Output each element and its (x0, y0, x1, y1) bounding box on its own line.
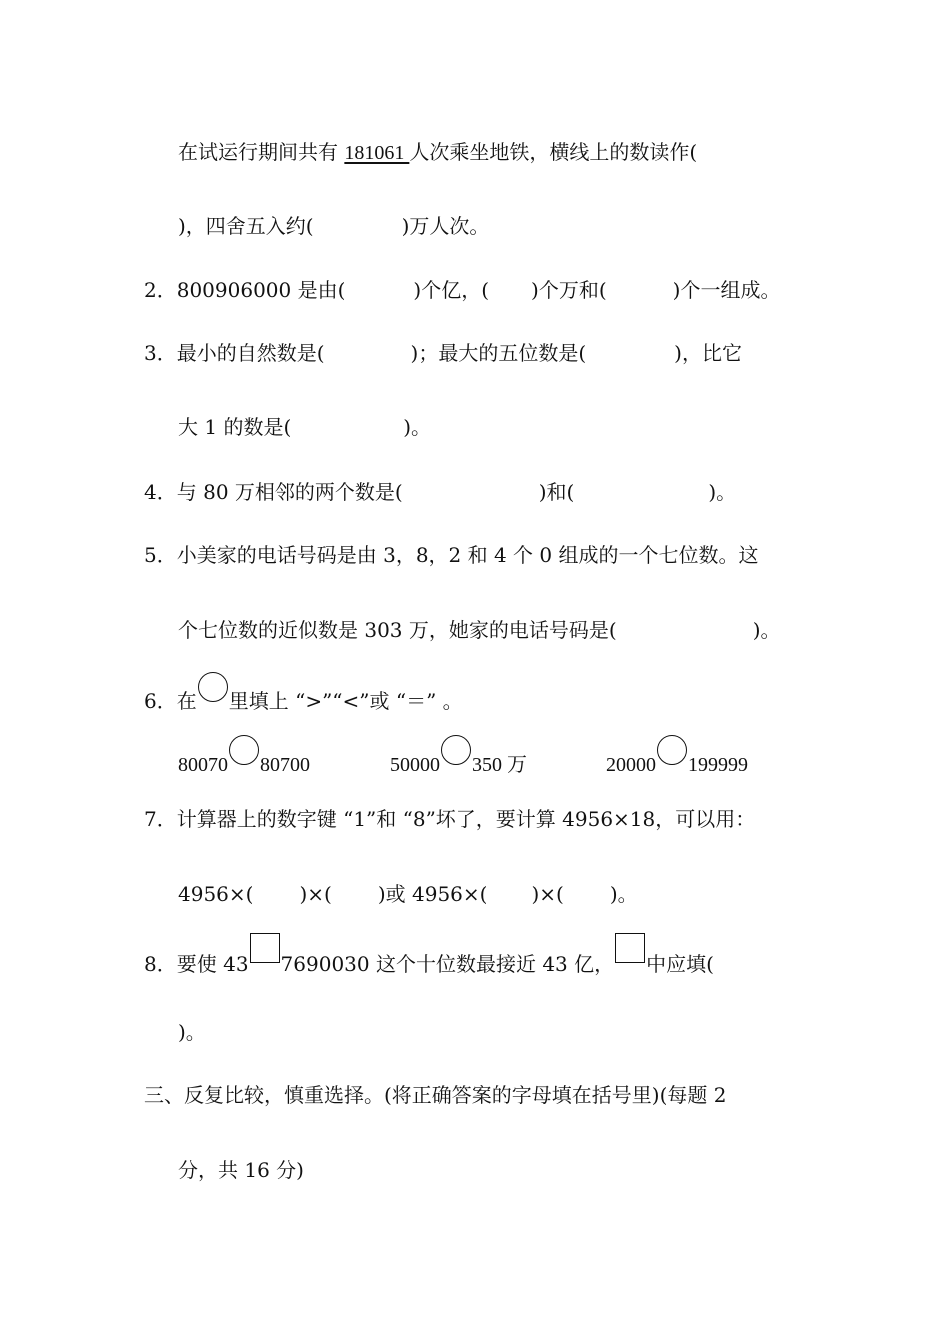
q8-number: 8． (144, 952, 177, 976)
section-3-heading-cont (178, 1158, 304, 1182)
q1-text-b: 人次乘坐地铁，横线上的数读作( (409, 140, 698, 164)
q7-text-c: )×( (299, 882, 332, 906)
q8-text-b: 7690030 这个十位数最接近 43 亿， (280, 952, 615, 976)
q3-text-d: 大 1 的数是( (178, 415, 292, 439)
answer-circle-1[interactable] (229, 735, 259, 765)
q6-line1 (144, 682, 463, 713)
compare-circle-icon (198, 672, 228, 702)
answer-box[interactable] (250, 933, 280, 963)
q3-text-a: 最小的自然数是( (176, 341, 325, 365)
q6-pair-1 (178, 745, 310, 777)
q7-text-e: )×( (531, 882, 564, 906)
q7-line1 (144, 807, 755, 831)
answer-circle-3[interactable] (657, 735, 687, 765)
q8-line1 (144, 945, 714, 976)
q2-text-b: )个亿，( (413, 278, 490, 302)
q6-pair3-right: 199999 (688, 754, 748, 776)
q3-line1 (144, 341, 742, 365)
q4-number: 4． (144, 480, 177, 504)
q8-text-d: )。 (178, 1020, 206, 1044)
q5-text-b: 个七位数的近似数是 303 万，她家的电话号码是( (178, 618, 617, 642)
q3-number: 3． (144, 341, 177, 365)
q6-pair2-left: 50000 (390, 754, 440, 776)
q7-text-d: )或 4956×( (377, 882, 488, 906)
q6-pair1-right: 80700 (260, 754, 310, 776)
q6-text-b: 里填上 “>”“<”或 “＝” 。 (228, 689, 463, 713)
q5-number: 5． (144, 543, 177, 567)
q1-number-underlined: 181061 (344, 142, 410, 164)
q7-number: 7． (144, 807, 177, 831)
section-3-heading (144, 1083, 727, 1107)
q3-text-e: )。 (403, 415, 432, 439)
q8-text-c: 中应填( (646, 952, 714, 976)
q6-pair-3 (606, 745, 748, 777)
q1-line1 (178, 140, 697, 165)
q8-text-a: 要使 43 (176, 952, 249, 976)
q1-text-c: )，四舍五入约( (178, 214, 314, 238)
q5-text-c: )。 (752, 618, 781, 642)
section3-text-a: 三、反复比较，慎重选择。(将正确答案的字母填在括号里)(每题 2 (144, 1083, 727, 1107)
q6-pair2-right: 350 万 (472, 754, 527, 776)
section3-text-b: 分，共 16 分) (178, 1158, 304, 1182)
q7-text-a: 计算器上的数字键 “1”和 “8”坏了，要计算 4956×18，可以用： (176, 807, 756, 831)
q5-text-a: 小美家的电话号码是由 3，8，2 和 4 个 0 组成的一个七位数。这 (176, 543, 759, 567)
q5-line2 (178, 618, 781, 642)
q6-number: 6． (144, 689, 177, 713)
q3-line2 (178, 415, 431, 439)
q4-line (144, 480, 736, 504)
q7-text-f: )。 (609, 882, 638, 906)
q2-line (144, 278, 780, 302)
q1-text-d: )万人次。 (401, 214, 490, 238)
q5-line1 (144, 543, 759, 567)
q6-pair3-left: 20000 (606, 754, 656, 776)
q2-number: 2． (144, 278, 177, 302)
q2-text-d: )个一组成。 (672, 278, 781, 302)
q7-text-b: 4956×( (178, 882, 254, 906)
q4-text-c: )。 (708, 480, 737, 504)
q7-line2 (178, 882, 638, 906)
q8-line2 (178, 1020, 206, 1044)
q3-text-b: )；最大的五位数是( (410, 341, 587, 365)
q4-text-a: 与 80 万相邻的两个数是( (176, 480, 403, 504)
q3-text-c: )，比它 (674, 341, 742, 365)
q6-pair-2 (390, 745, 527, 777)
q2-text-c: )个万和( (531, 278, 607, 302)
square-icon (615, 933, 645, 963)
q4-text-b: )和( (538, 480, 575, 504)
q2-text-a: 800906000 是由( (176, 278, 346, 302)
q6-text-a: 在 (176, 689, 197, 713)
answer-circle-2[interactable] (441, 735, 471, 765)
q1-line2 (178, 214, 489, 238)
q6-pair1-left: 80070 (178, 754, 228, 776)
q1-text-a: 在试运行期间共有 (178, 140, 345, 164)
